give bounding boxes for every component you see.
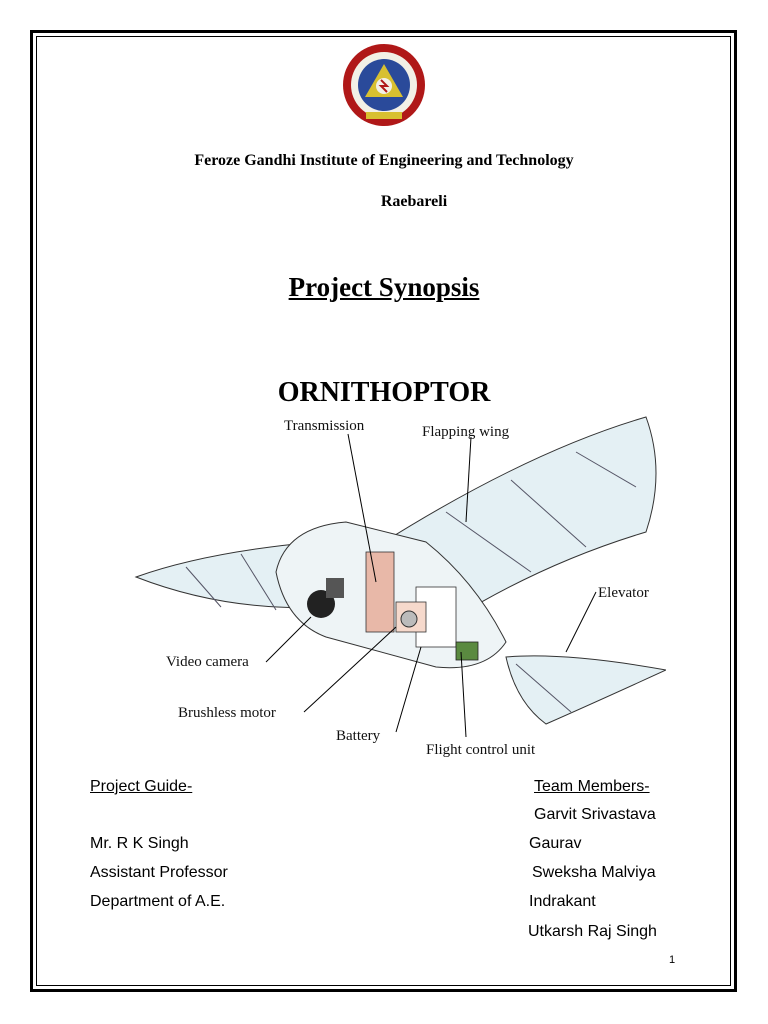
team-member: Sweksha Malviya [532, 864, 656, 881]
institute-seal-logo [341, 42, 427, 128]
team-member: Garvit Srivastava [534, 806, 656, 823]
institute-name: Feroze Gandhi Institute of Engineering and Technology [194, 152, 574, 169]
team-heading: Team Members- [534, 778, 650, 795]
team-member: Indrakant [529, 893, 596, 910]
team-member: Gaurav [529, 835, 582, 852]
institute-city: Raebareli [380, 193, 448, 210]
label-flight-control-unit: Flight control unit [426, 742, 536, 758]
label-flapping-wing: Flapping wing [422, 424, 510, 440]
label-transmission: Transmission [284, 418, 365, 434]
label-video-camera: Video camera [166, 654, 249, 670]
ornithopter-diagram [126, 412, 666, 762]
label-elevator: Elevator [598, 585, 649, 601]
page-number: 1 [669, 954, 676, 966]
project-title: ORNITHOPTOR [277, 377, 491, 408]
guide-designation: Assistant Professor [90, 864, 228, 881]
guide-department: Department of A.E. [90, 893, 226, 910]
page-heading: Project Synopsis [288, 272, 480, 302]
label-brushless-motor: Brushless motor [178, 705, 276, 721]
guide-heading: Project Guide- [90, 778, 193, 795]
label-battery: Battery [336, 728, 381, 744]
guide-name: Mr. R K Singh [90, 835, 189, 852]
team-member: Utkarsh Raj Singh [528, 923, 657, 940]
